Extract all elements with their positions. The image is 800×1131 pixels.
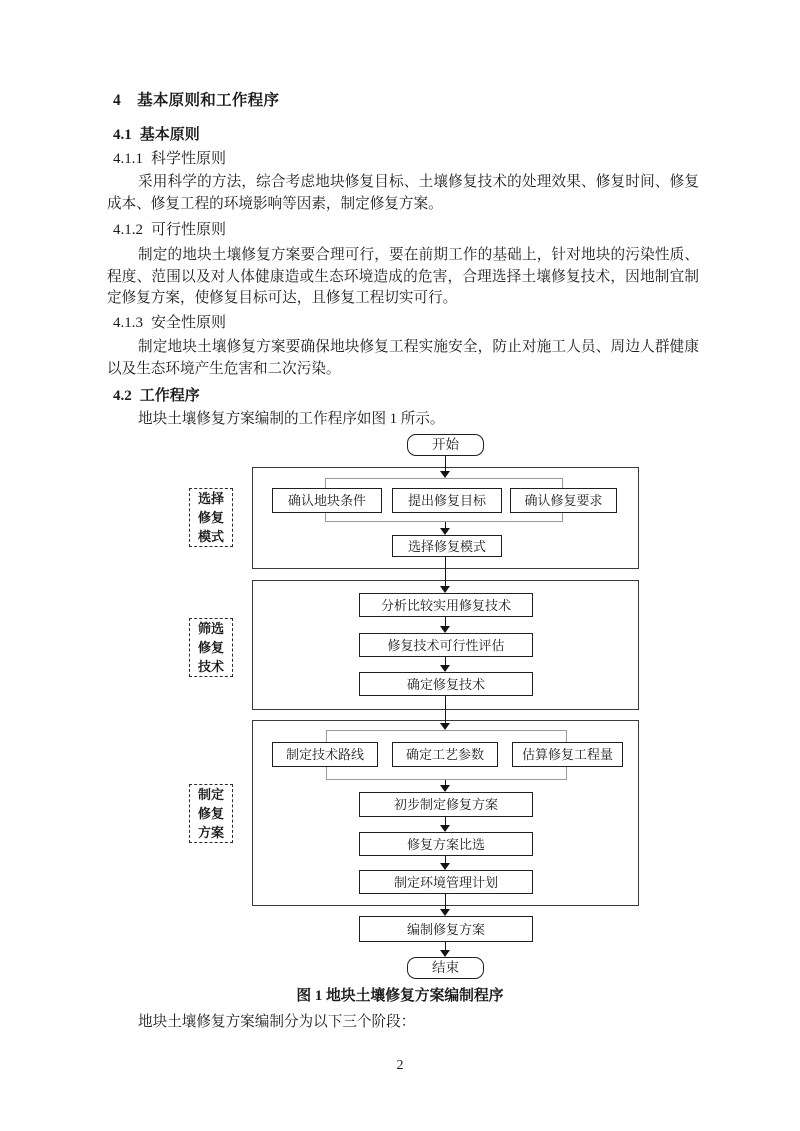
flow-arrow — [445, 817, 446, 825]
flow-step-environmental-management-plan: 制定环境管理计划 — [359, 870, 533, 894]
flow-step-compile-remediation-plan: 编制修复方案 — [359, 916, 533, 942]
label-line: 修复 — [197, 510, 224, 525]
section-heading-4-1-2 — [113, 218, 226, 239]
paragraph-4-1-3: 制定地块土壤修复方案要确保地块修复工程实施安全，防止对施工人员、周边人群健康以及生态环境产生危害和二次污染。 — [107, 339, 699, 377]
paragraph-4-1-1: 采用科学的方法，综合考虑地块修复目标、土壤修复技术的处理效果、修复时间、修复成本、修复工程的环境影响等因素，制定修复方案。 — [107, 174, 699, 212]
flow-arrow — [445, 856, 446, 863]
label-line: 模式 — [197, 529, 224, 544]
flow-step-determine-technology: 确定修复技术 — [359, 672, 533, 696]
label-line: 修复 — [197, 640, 224, 655]
paragraph-4-1-2: 制定的地块土壤修复方案要合理可行，要在前期工作的基础上，针对地块的污染性质、程度、范围以及对人体健康造或生态环境造成的危害，合理选择土壤修复技术，因地制宜制定修复方案，使修复目标可达，且修复工程切实可行。 — [107, 247, 699, 307]
heading-number: 4.1.2 — [113, 222, 143, 238]
flow-step-analyze-compare-technologies: 分析比较实用修复技术 — [359, 593, 533, 617]
paragraph-4-2-intro: 地块土壤修复方案编制的工作程序如图 1 所示。 — [138, 411, 445, 427]
flow-group1-label — [189, 488, 233, 547]
section-heading-4 — [113, 88, 279, 110]
flow-step-confirm-remediation-requirements: 确认修复要求 — [510, 488, 617, 513]
flow-arrow — [445, 942, 446, 950]
heading-text: 基本原则和工作程序 — [137, 92, 280, 109]
heading-text: 安全性原则 — [151, 315, 227, 331]
heading-text: 可行性原则 — [151, 222, 227, 238]
flow-arrow — [445, 696, 446, 723]
flow-step-technical-route: 制定技术路线 — [272, 742, 378, 767]
flow-step-preliminary-plan: 初步制定修复方案 — [359, 792, 533, 817]
flow-step-select-remediation-mode: 选择修复模式 — [392, 535, 502, 557]
page-number: 2 — [396, 1058, 404, 1073]
label-line: 选择 — [197, 491, 224, 506]
heading-number: 4 — [113, 92, 122, 109]
flow-arrow — [445, 780, 446, 785]
flow-step-feasibility-assessment: 修复技术可行性评估 — [359, 633, 533, 657]
section-heading-4-1 — [113, 123, 200, 144]
flow-group2-label — [189, 618, 233, 677]
label-line: 技术 — [197, 659, 224, 674]
heading-number: 4.1.3 — [113, 315, 143, 331]
paragraph-after-figure: 地块土壤修复方案编制分为以下三个阶段： — [138, 1014, 416, 1030]
label-line: 筛选 — [197, 621, 224, 636]
section-heading-4-1-3 — [113, 311, 226, 332]
figure-caption: 图 1 地块土壤修复方案编制程序 — [296, 988, 504, 1004]
heading-number: 4.1 — [113, 127, 132, 143]
flow-step-process-parameters: 确定工艺参数 — [392, 742, 498, 767]
section-heading-4-2 — [113, 384, 200, 405]
flow-arrow — [445, 522, 446, 528]
flow-start-node: 开始 — [407, 434, 484, 456]
flow-step-plan-comparison: 修复方案比选 — [359, 832, 533, 856]
heading-number: 4.2 — [113, 388, 132, 404]
flow-step-estimate-workload: 估算修复工程量 — [512, 742, 623, 767]
heading-text: 基本原则 — [139, 127, 200, 143]
flow-step-propose-remediation-targets: 提出修复目标 — [392, 488, 502, 513]
flow-end-node: 结束 — [407, 957, 484, 979]
heading-text: 工作程序 — [139, 388, 200, 404]
label-line: 修复 — [197, 806, 224, 821]
flow-group3-label — [189, 784, 233, 843]
label-line: 方案 — [197, 825, 224, 840]
flow-step-confirm-site-conditions: 确认地块条件 — [272, 488, 382, 513]
flow-arrow — [445, 894, 446, 909]
flow-arrow — [445, 456, 446, 471]
heading-text: 科学性原则 — [151, 151, 227, 167]
label-line: 制定 — [197, 787, 224, 802]
flow-arrow — [445, 617, 446, 626]
section-heading-4-1-1 — [113, 147, 226, 168]
flow-arrow — [445, 657, 446, 665]
heading-number: 4.1.1 — [113, 151, 143, 167]
flow-arrow — [445, 557, 446, 586]
